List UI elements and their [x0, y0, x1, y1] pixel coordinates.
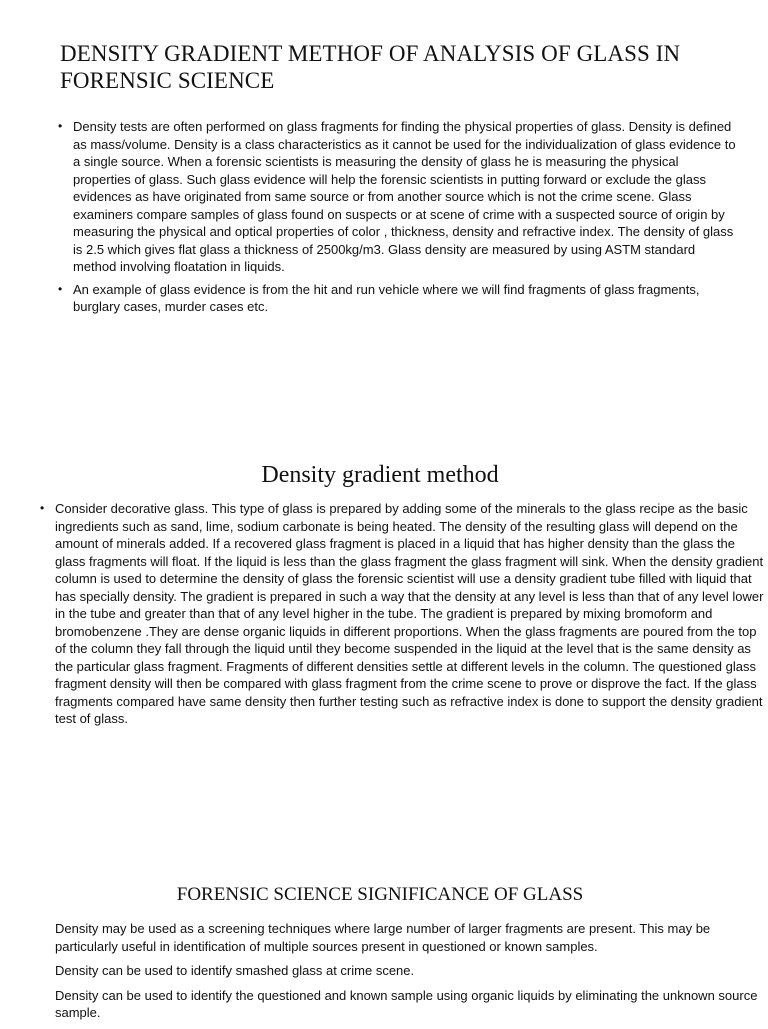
bullet-icon: •	[40, 501, 45, 515]
section2-title: Density gradient method	[261, 462, 499, 488]
paragraph: Density can be used to identify the questioned and known sample using organic liquids by eliminating the unknown source sample.	[55, 987, 758, 1020]
paragraph: Density may be used as a screening techniques where large number of larger fragments are present. This may be particularly useful in identification of multiple sources present in questioned or known samples.	[55, 921, 711, 954]
bullet-text: Density tests are often performed on glass fragments for finding the physical properties of glass. Density is defined as mass/volume. Density is a class characteristics as it cannot be used for the individualization of glass evidence to a single source. When a forensic scientists is measuring the density of glass he is measuring the physical properties of glass. Such glass evidence will help the forensic scientists in putting forward or exclude the glass evidences as have originated from same source or from another source which is not the crime scene. Glass examiners compare samples of glass found on suspects or at scene of crime with a suspected source of origin by measuring the physical and optical properties of color , thickness, density and refractive index. The density of glass is 2.5 which gives flat glass a thickness of 2500kg/m3. Glass density are measured by using ASTM standard method involving floatation in liquids.	[73, 119, 736, 274]
section3-title: FORENSIC SCIENCE SIGNIFICANCE OF GLASS	[176, 884, 584, 905]
paragraph: Density can be used to identify smashed glass at crime scene.	[55, 963, 415, 978]
section2-bullet-list	[40, 500, 766, 728]
list-item	[40, 500, 766, 728]
bullet-text: An example of glass evidence is from the hit and run vehicle where we will find fragments of glass fragments, burglary cases, murder cases etc.	[73, 281, 700, 314]
bullet-text: Consider decorative glass. This type of glass is prepared by adding some of the minerals to the glass recipe as the basic ingredients such as sand, lime, sodium carbonate is being heated. The density of the resulting glass will depend on the amount of minerals added. If a recovered glass fragment is placed in a liquid that has higher density than the glass the glass fragments will float. If the liquid is less than the glass fragment the glass fragment will sink. When the density gradient column is used to determine the density of glass the forensic scientist will use a density gradient tube filled with liquid that has specially density. The gradient is prepared in such a way that the density at any level is less than that of any level lower in the tube and greater than that of any level higher in the tube. The gradient is prepared by mixing bromoform and bromobenzene .They are dense organic liquids in different proportions. When the glass fragments are poured from the top of the column they fall through the liquid until they become suspended in the liquid at the level that is the same density as the particular glass fragment. Fragments of different densities settle at different levels in the column. The questioned glass fragment density will then be compared with glass fragment from the crime scene to prove or disprove the fact. If the glass fragments compared have same density then further testing such as refractive index is done to support the density gradient test of glass.	[55, 501, 764, 726]
section1-bullet-list	[58, 118, 738, 321]
bullet-icon: •	[58, 119, 63, 133]
section1-title: DENSITY GRADIENT METHOF OF ANALYSIS OF GLASS IN FORENSIC SCIENCE	[60, 41, 681, 93]
list-item	[58, 118, 738, 276]
list-item	[58, 281, 738, 316]
bullet-icon: •	[58, 281, 63, 296]
section3-paragraphs	[55, 920, 767, 1029]
